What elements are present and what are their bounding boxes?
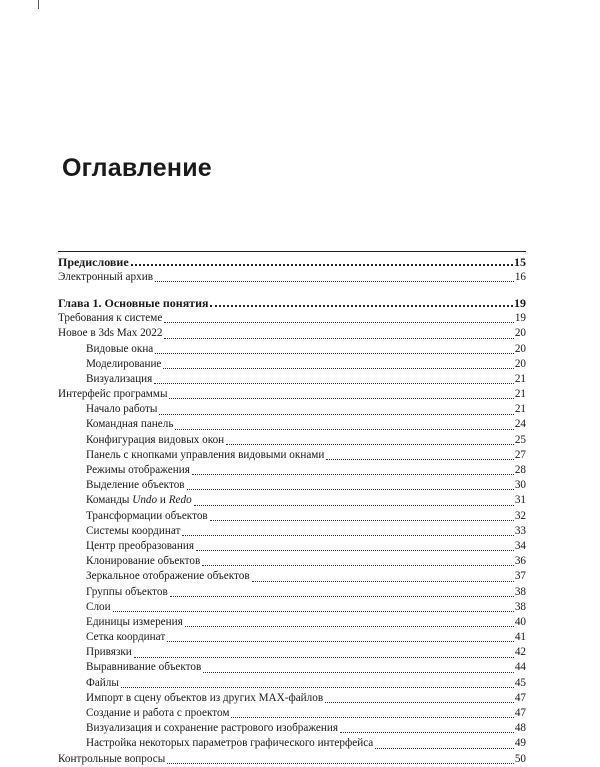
dot-leader [194, 505, 514, 506]
dot-leader [226, 444, 514, 445]
toc-entry[interactable] [58, 418, 526, 433]
toc-entry-chapter-1[interactable] [58, 295, 526, 311]
toc-entry[interactable] [58, 270, 526, 285]
dot-leader [134, 657, 514, 658]
dot-leader [182, 535, 513, 536]
toc-entry-title: Импорт в сцену объектов из других MAX-файлов [86, 691, 324, 704]
toc-entry-title: Контрольные вопросы [58, 752, 166, 765]
toc-entry[interactable] [58, 433, 526, 448]
dot-leader [231, 717, 513, 718]
toc-entry-title: Начало работы [86, 403, 158, 416]
toc-entry-page: 36 [514, 555, 526, 568]
toc-entry-page: 19 [514, 296, 526, 311]
dot-leader [154, 383, 514, 384]
toc-entry-title: Панель с кнопками управления видовыми окнами [86, 448, 325, 461]
dot-leader [326, 459, 513, 460]
toc-entry-title: Клонирование объектов [86, 555, 201, 568]
toc-entry-title: Конфигурация видовых окон [86, 433, 225, 446]
toc-entry[interactable] [58, 402, 526, 417]
toc-entry-title: Командная панель [86, 418, 174, 431]
toc-entry[interactable] [58, 585, 526, 600]
toc-entry[interactable] [58, 736, 526, 751]
toc-entry-page: 38 [514, 600, 526, 613]
dot-leader [131, 264, 513, 266]
toc-entry-page: 15 [514, 255, 526, 269]
toc-entry[interactable] [58, 615, 526, 630]
toc-entry-page: 28 [514, 464, 526, 477]
toc-entry-page: 20 [514, 342, 526, 355]
toc-entry-title: Визуализация и сохранение растрового изображения [86, 722, 339, 735]
toc-entry[interactable] [58, 706, 526, 721]
toc-entry-page: 49 [514, 737, 526, 750]
toc-entry-title: Моделирование [86, 357, 162, 370]
toc-entry-page: 45 [514, 676, 526, 689]
toc-entry[interactable] [58, 387, 526, 402]
toc-entry[interactable] [58, 752, 526, 767]
toc-entry[interactable] [58, 645, 526, 660]
dot-leader [167, 763, 514, 764]
toc-entry-page: 27 [514, 448, 526, 461]
dot-leader [170, 596, 514, 597]
toc-entry-page: 48 [514, 722, 526, 735]
dot-leader [121, 687, 514, 688]
toc-entry[interactable] [58, 676, 526, 691]
toc-entry[interactable] [58, 554, 526, 569]
toc-entry-title: Системы координат [86, 524, 181, 537]
toc-entry-page: 30 [514, 479, 526, 492]
toc-entry-page: 41 [514, 631, 526, 644]
toc-entry[interactable] [58, 478, 526, 493]
toc-entry-page: 19 [514, 312, 526, 325]
toc-entry[interactable] [58, 539, 526, 554]
toc-entry-title: Выравнивание объектов [86, 661, 202, 674]
toc-entry-title: Новое в 3ds Max 2022 [58, 327, 163, 340]
toc-entry-title: Режимы отображения [86, 464, 190, 477]
toc-entry[interactable] [58, 524, 526, 539]
toc-entry-page: 20 [514, 327, 526, 340]
dot-leader [185, 626, 514, 627]
toc-entry-title: Команды Undo и Redo [86, 494, 192, 507]
toc-entry-title: Выделение объектов [86, 479, 185, 492]
dot-leader [252, 581, 514, 582]
toc-entry-title: Электронный архив [58, 270, 153, 283]
toc-entry-title: Группы объектов [86, 585, 168, 598]
page-title: Оглавление [62, 154, 212, 182]
toc-entry-title: Центр преобразования [86, 539, 195, 552]
dot-leader [164, 322, 513, 323]
toc-entry-page: 38 [514, 585, 526, 598]
toc-entry-title: Файлы [86, 676, 119, 689]
dot-leader [325, 702, 514, 703]
dot-leader [163, 368, 513, 369]
toc-entry-page: 24 [514, 418, 526, 431]
toc-entry-title: Трансформации объектов [86, 509, 208, 522]
toc-entry-page: 47 [514, 707, 526, 720]
toc-entry-page: 25 [514, 433, 526, 446]
toc-entry-title: Привязки [86, 646, 132, 659]
toc-entry[interactable] [58, 569, 526, 584]
toc-entry-page: 40 [514, 615, 526, 628]
toc-entry-preface[interactable] [58, 254, 526, 270]
dot-leader [159, 414, 513, 415]
toc-entry-title: Слои [86, 600, 111, 613]
toc-entry-page: 44 [514, 661, 526, 674]
toc-entry[interactable] [58, 661, 526, 676]
toc-entry[interactable] [58, 342, 526, 357]
dot-leader [340, 732, 514, 733]
scan-corner-mark [38, 0, 39, 9]
toc-entry-page: 21 [514, 372, 526, 385]
toc-entry-page: 20 [514, 357, 526, 370]
toc-entry[interactable] [58, 372, 526, 387]
dot-leader [203, 672, 514, 673]
toc-entry[interactable] [58, 493, 526, 508]
toc-entry-page: 16 [514, 270, 526, 283]
dot-leader [155, 281, 514, 282]
toc-entry-title: Визуализация [86, 372, 153, 385]
toc-entry[interactable] [58, 311, 526, 326]
toc-entry-page: 50 [514, 752, 526, 765]
toc-entry-title: Создание и работа с проектом [86, 707, 230, 720]
dot-leader [187, 489, 514, 490]
toc-entry[interactable] [58, 721, 526, 736]
table-of-contents [58, 251, 526, 767]
toc-entry-page: 37 [514, 570, 526, 583]
toc-entry-title: Сетка координат [86, 631, 166, 644]
toc-entry-title: Глава 1. Основные понятия [58, 296, 209, 311]
toc-entry-page: 34 [514, 539, 526, 552]
toc-entry-title: Зеркальное отображение объектов [86, 570, 250, 583]
toc-entry-page: 32 [514, 509, 526, 522]
toc-entry-page: 33 [514, 524, 526, 537]
toc-entry-title: Видовые окна [86, 342, 154, 355]
toc-entry[interactable] [58, 600, 526, 615]
dot-leader [196, 550, 514, 551]
dot-leader [192, 474, 514, 475]
toc-entry[interactable] [58, 463, 526, 478]
dot-leader [202, 565, 514, 566]
toc-entry[interactable] [58, 448, 526, 463]
dot-leader [164, 338, 513, 339]
toc-entry-title: Интерфейс программы [58, 388, 168, 401]
dot-leader [210, 305, 513, 307]
dot-leader [167, 641, 514, 642]
toc-entry[interactable] [58, 357, 526, 372]
toc-entry[interactable] [58, 326, 526, 341]
toc-entry[interactable] [58, 691, 526, 706]
toc-entry-page: 31 [514, 494, 526, 507]
toc-entry[interactable] [58, 509, 526, 524]
toc-entry-page: 42 [514, 646, 526, 659]
dot-leader [155, 353, 514, 354]
toc-entry-title: Единицы измерения [86, 615, 183, 628]
toc-entry-title: Предисловие [58, 255, 129, 269]
toc-entry-title: Настройка некоторых параметров графического интерфейса [86, 737, 374, 750]
dot-leader [175, 429, 513, 430]
dot-leader [375, 748, 514, 749]
dot-leader [113, 611, 514, 612]
toc-entry-title: Требования к системе [58, 312, 163, 325]
toc-entry-page: 21 [514, 403, 526, 416]
dot-leader [210, 520, 514, 521]
toc-entry[interactable] [58, 630, 526, 645]
toc-entry-page: 47 [514, 691, 526, 704]
dot-leader [169, 398, 513, 399]
toc-entry-page: 21 [514, 388, 526, 401]
